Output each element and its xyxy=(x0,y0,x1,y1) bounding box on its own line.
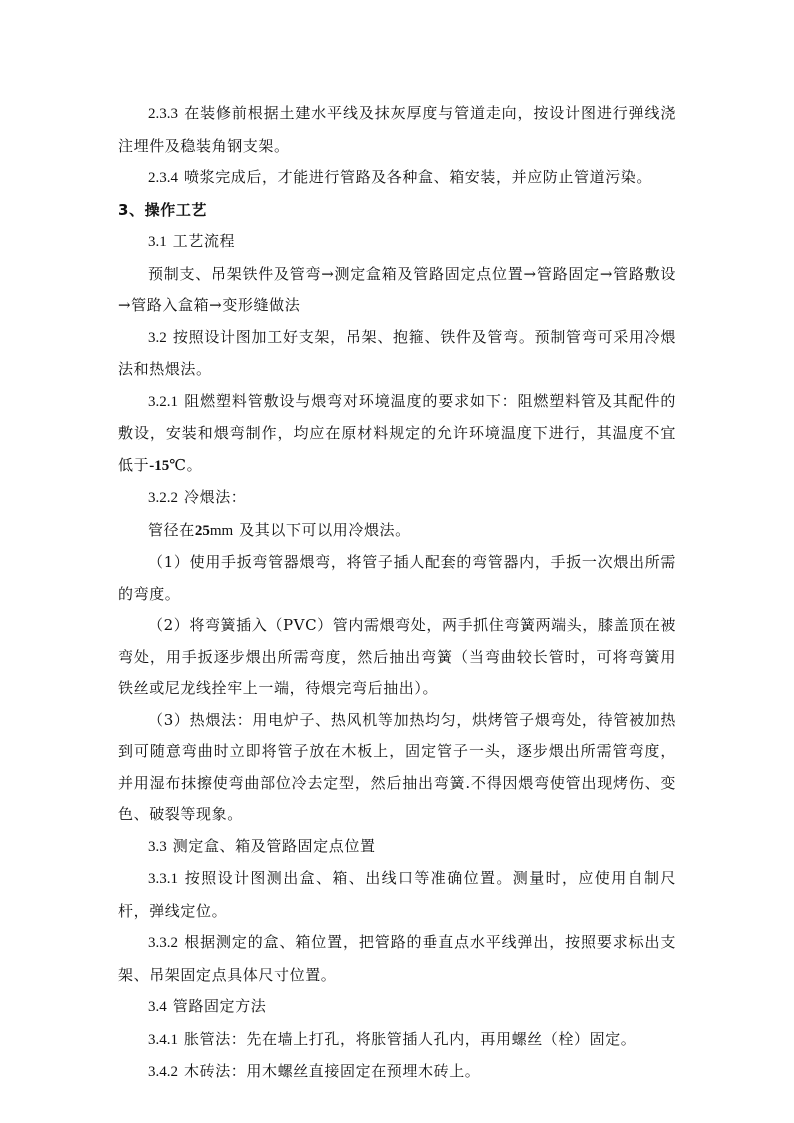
paragraph-text: 工艺流程 xyxy=(172,232,236,250)
pipe-size-unit: mm xyxy=(209,522,234,539)
paragraph-3-3-2 xyxy=(118,927,676,991)
process-flow: 预制支、吊架铁件及管弯→测定盒箱及管路固定点位置→管路固定→管路敷设→管路入盒箱→变形缝做法 xyxy=(118,264,676,314)
list-item-1: （1）使用手扳弯管器煨弯，将管子插人配套的弯管器内，手扳一次煨出所需的弯度。 xyxy=(118,553,676,603)
pipe-size-note xyxy=(118,515,676,548)
paragraph-text: 根据测定的盒、箱位置，把管路的垂直点水平线弹出，按照要求标出支架、吊架固定点具体尺寸位置。 xyxy=(118,933,676,984)
paragraph-text: 喷浆完成后，才能进行管路及各种盒、箱安装，并应防止管道污染。 xyxy=(184,168,653,186)
paragraph-text: 按照设计图加工好支架，吊架、抱箍、铁件及管弯。预制管弯可采用冷煨法和热煨法。 xyxy=(118,327,676,378)
paragraph-2-3-3 xyxy=(118,98,676,162)
section-number: 3.3.2 xyxy=(148,935,178,951)
section-number: 2.3.3 xyxy=(148,106,178,122)
list-item-3: （3）热煨法：用电炉子、热风机等加热均匀，烘烤管子煨弯处，待管被加热到可随意弯曲时立即将管子放在木板上，固定管子一头，逐步煨出所需管弯度，并用湿布抹擦使弯曲部位冷去定型，然后抽出弯簧.不得因煨弯使管出现烤伤、变色、破裂等现象。 xyxy=(118,710,676,823)
paragraph-text: 胀管法：先在墙上打孔，将胀管插人孔内，再用螺丝（栓）固定。 xyxy=(184,1029,637,1048)
paragraph-text: 在装修前根据土建水平线及抹灰厚度与管道走向，按设计图进行弹线浇注埋件及稳装角钢支架。 xyxy=(118,104,676,155)
section-number: 2.3.4 xyxy=(148,170,178,186)
paragraph-3-4-2 xyxy=(118,1056,676,1089)
paragraph-3-3-1 xyxy=(118,863,676,927)
section-number: 3.1 xyxy=(148,234,167,250)
temperature-value: -15 xyxy=(149,457,170,474)
section-number: 3.2.2 xyxy=(148,490,178,506)
section-number: 3.4 xyxy=(148,999,167,1015)
paragraph-2-3-4 xyxy=(118,162,676,195)
section-number: 3.3 xyxy=(148,838,167,855)
pipe-size-value: 25 xyxy=(194,522,210,539)
paragraph-text: 阻燃塑料管敷设与煨弯对环境温度的要求如下：阻燃塑料管及其配件的敷设，安装和煨弯制作，均应在原材料规定的允许环境温度下进行，其温度不宜低于 xyxy=(118,391,676,474)
section-number: 3.4.1 xyxy=(148,1031,178,1048)
pipe-size-suffix: 及其以下可以用冷煨法。 xyxy=(239,520,411,539)
paragraph-3-2-1 xyxy=(118,386,676,483)
paragraph-3-2-2 xyxy=(118,482,676,515)
paragraph-3-4-1 xyxy=(118,1024,676,1057)
paragraph-text: 按照设计图测出盒、箱、出线口等准确位置。测量时，应使用自制尺杆，弹线定位。 xyxy=(118,869,676,920)
temperature-unit: ℃。 xyxy=(169,455,203,474)
paragraph-text: 管路固定方法 xyxy=(172,997,267,1015)
pipe-size-prefix: 管径在 xyxy=(148,520,195,539)
paragraph-3-3 xyxy=(118,831,676,864)
section-number: 3.2.1 xyxy=(148,393,178,410)
document-body xyxy=(118,98,676,1089)
paragraph-3-2 xyxy=(118,322,676,386)
paragraph-3-1 xyxy=(118,226,676,259)
paragraph-3-4 xyxy=(118,991,676,1024)
paragraph-text: 木砖法：用木螺丝直接固定在预埋木砖上。 xyxy=(184,1062,481,1080)
section-number: 3.2 xyxy=(148,329,167,346)
list-item-2: （2）将弯簧插入（PVC）管内需煨弯处，两手抓住弯簧两端头，膝盖顶在被弯处，用手扳逐步煨出所需弯度，然后抽出弯簧（当弯曲较长管时，可将弯簧用铁丝或尼龙线拴牢上一端，待煨完弯后抽出）。 xyxy=(118,616,676,697)
paragraph-text: 测定盒、箱及管路固定点位置 xyxy=(172,836,376,855)
paragraph-text: 冷煨法： xyxy=(184,488,247,506)
section-number: 3.4.2 xyxy=(148,1064,178,1080)
section-number: 3.3.1 xyxy=(148,871,178,887)
section-heading-3: 3、操作工艺 xyxy=(118,200,208,219)
